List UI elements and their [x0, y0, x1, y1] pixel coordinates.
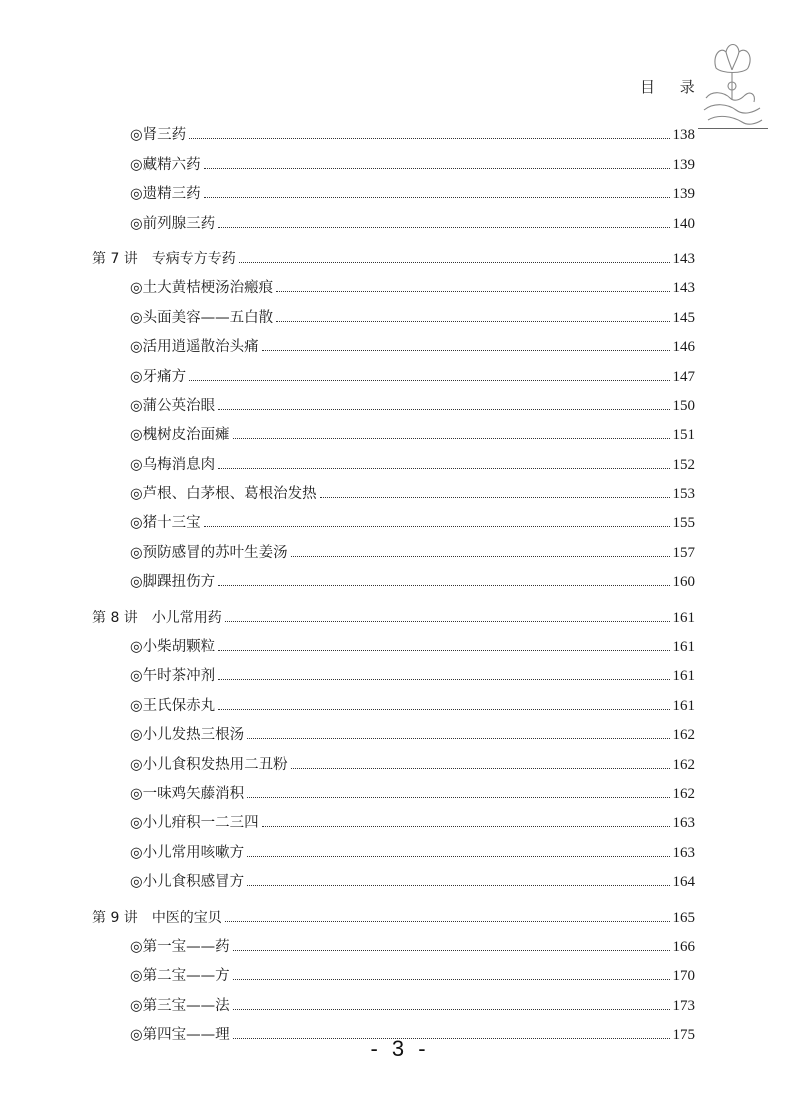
toc-chapter-number: 第 8 讲 [92, 609, 138, 626]
toc-title: ◎预防感冒的苏叶生姜汤 [130, 544, 288, 561]
toc-title: ◎小儿常用咳嗽方 [130, 844, 245, 861]
toc-chapter-row[interactable] [92, 239, 695, 268]
toc-page-number: 138 [672, 127, 695, 144]
toc-title: ◎芦根、白茅根、葛根治发热 [130, 486, 317, 503]
toc-page-number: 161 [672, 609, 695, 626]
toc-entry-row[interactable] [92, 174, 695, 203]
toc-page-number: 139 [672, 186, 695, 203]
toc-leader-dots [204, 525, 670, 527]
toc-chapter-number: 第 9 讲 [92, 909, 138, 926]
toc-leader-dots [233, 1008, 670, 1010]
toc-leader-dots [233, 978, 670, 980]
toc-leader-dots [233, 949, 670, 951]
lotus-hand-icon [694, 38, 764, 130]
toc-title: ◎第四宝——理 [130, 1027, 230, 1044]
toc-page-number: 170 [672, 968, 695, 985]
running-header-title: 目 录 [640, 78, 705, 96]
toc-leader-dots [218, 649, 669, 651]
toc-title: ◎乌梅消息肉 [130, 456, 216, 473]
toc-title: ◎猪十三宝 [130, 515, 201, 532]
toc-leader-dots [225, 920, 670, 922]
toc-entry-row[interactable] [92, 532, 695, 561]
toc-page-number: 173 [672, 997, 695, 1014]
toc-chapter-row[interactable] [92, 597, 695, 626]
toc-leader-dots [247, 855, 669, 857]
toc-page-number: 143 [672, 250, 695, 267]
toc-leader-dots [218, 678, 669, 680]
page-number: - 3 - [370, 1036, 430, 1061]
header-rule [698, 128, 768, 129]
toc-leader-dots [225, 620, 670, 622]
toc-entry-row[interactable] [92, 144, 695, 173]
toc-entry-row[interactable] [92, 115, 695, 144]
toc-page-number: 162 [672, 785, 695, 802]
toc-entry-row[interactable] [92, 656, 695, 685]
toc-leader-dots [239, 261, 670, 263]
toc-leader-dots [262, 825, 670, 827]
toc-page-number: 175 [672, 1027, 695, 1044]
toc-entry-row[interactable] [92, 268, 695, 297]
toc-entry-row[interactable] [92, 832, 695, 861]
toc-leader-dots [189, 137, 669, 139]
toc-leader-dots [291, 767, 670, 769]
toc-title: ◎槐树皮治面瘫 [130, 427, 230, 444]
toc-entry-row[interactable] [92, 444, 695, 473]
toc-page-number: 162 [672, 727, 695, 744]
toc-page-number: 152 [672, 456, 695, 473]
toc-leader-dots [262, 349, 670, 351]
toc-leader-dots [218, 226, 669, 228]
toc-page-number: 140 [672, 215, 695, 232]
toc-title: ◎肾三药 [130, 127, 187, 144]
toc-entry-row[interactable] [92, 627, 695, 656]
toc-page-number: 165 [672, 909, 695, 926]
toc-title: ◎小儿食积感冒方 [130, 874, 245, 891]
toc-leader-dots [233, 437, 670, 439]
toc-entry-row[interactable] [92, 356, 695, 385]
toc-title: ◎第三宝——法 [130, 997, 230, 1014]
toc-title: ◎遗精三药 [130, 186, 201, 203]
toc-title: ◎小儿疳积一二三四 [130, 815, 259, 832]
toc-entry-row[interactable] [92, 985, 695, 1014]
toc-page-number: 147 [672, 368, 695, 385]
toc-title: ◎小儿发热三根汤 [130, 727, 245, 744]
toc-leader-dots [291, 555, 670, 557]
toc-page-number: 157 [672, 544, 695, 561]
toc-title: ◎脚踝扭伤方 [130, 574, 216, 591]
toc-leader-dots [218, 708, 669, 710]
toc-leader-dots [218, 467, 669, 469]
toc-page-number: 161 [672, 668, 695, 685]
toc-title: ◎活用逍遥散治头痛 [130, 339, 259, 356]
toc-title: ◎王氏保赤丸 [130, 697, 216, 714]
toc-entry-row[interactable] [92, 685, 695, 714]
toc-title: ◎午时茶冲剂 [130, 668, 216, 685]
toc-entry-row[interactable] [92, 327, 695, 356]
toc-page-number: 160 [672, 574, 695, 591]
toc-title: ◎一味鸡矢藤消积 [130, 785, 245, 802]
toc-entry-row[interactable] [92, 503, 695, 532]
toc-leader-dots [247, 796, 669, 798]
toc-page-number: 163 [672, 844, 695, 861]
toc-entry-row[interactable] [92, 927, 695, 956]
toc-title: ◎土大黄桔梗汤治瘢痕 [130, 280, 274, 297]
toc-page-number: 166 [672, 938, 695, 955]
toc-page-number: 146 [672, 339, 695, 356]
toc-title: ◎藏精六药 [130, 156, 201, 173]
toc-leader-dots [276, 320, 669, 322]
toc-page-number: 150 [672, 397, 695, 414]
toc-page-number: 162 [672, 756, 695, 773]
toc-title: 中医的宝贝 [151, 909, 222, 926]
toc-title: ◎小儿食积发热用二丑粉 [130, 756, 288, 773]
toc-chapter-row[interactable] [92, 897, 695, 926]
toc-leader-dots [247, 737, 669, 739]
toc-title: ◎牙痛方 [130, 368, 187, 385]
toc-page-number: 145 [672, 309, 695, 326]
toc-page-number: 151 [672, 427, 695, 444]
table-of-contents [92, 115, 695, 1044]
toc-entry-row[interactable] [92, 297, 695, 326]
toc-title: ◎蒲公英治眼 [130, 397, 216, 414]
toc-page-number: 161 [672, 697, 695, 714]
toc-leader-dots [218, 408, 669, 410]
toc-entry-row[interactable] [92, 415, 695, 444]
toc-leader-dots [320, 496, 670, 498]
toc-entry-row[interactable] [92, 744, 695, 773]
toc-entry-row[interactable] [92, 474, 695, 503]
toc-title: 专病专方专药 [151, 250, 236, 267]
toc-leader-dots [276, 290, 669, 292]
toc-title: ◎前列腺三药 [130, 215, 216, 232]
toc-page-number: 161 [672, 639, 695, 656]
toc-title: 小儿常用药 [151, 609, 222, 626]
toc-entry-row[interactable] [92, 203, 695, 232]
toc-page-number: 153 [672, 486, 695, 503]
toc-leader-dots [218, 584, 669, 586]
toc-title: ◎第二宝——方 [130, 968, 230, 985]
toc-leader-dots [204, 167, 670, 169]
toc-title: ◎小柴胡颗粒 [130, 639, 216, 656]
toc-entry-row[interactable] [92, 715, 695, 744]
toc-leader-dots [204, 196, 670, 198]
toc-entry-row[interactable] [92, 774, 695, 803]
toc-entry-row[interactable] [92, 956, 695, 985]
toc-entry-row[interactable] [92, 862, 695, 891]
toc-title: ◎头面美容——五白散 [130, 309, 274, 326]
toc-page-number: 143 [672, 280, 695, 297]
toc-page-number: 164 [672, 874, 695, 891]
toc-title: ◎第一宝——药 [130, 938, 230, 955]
toc-page-number: 139 [672, 156, 695, 173]
toc-entry-row[interactable] [92, 803, 695, 832]
toc-page-number: 155 [672, 515, 695, 532]
toc-chapter-number: 第 7 讲 [92, 250, 138, 267]
toc-entry-row[interactable] [92, 386, 695, 415]
toc-leader-dots [247, 884, 669, 886]
toc-page-number: 163 [672, 815, 695, 832]
toc-entry-row[interactable] [92, 562, 695, 591]
toc-leader-dots [189, 379, 669, 381]
